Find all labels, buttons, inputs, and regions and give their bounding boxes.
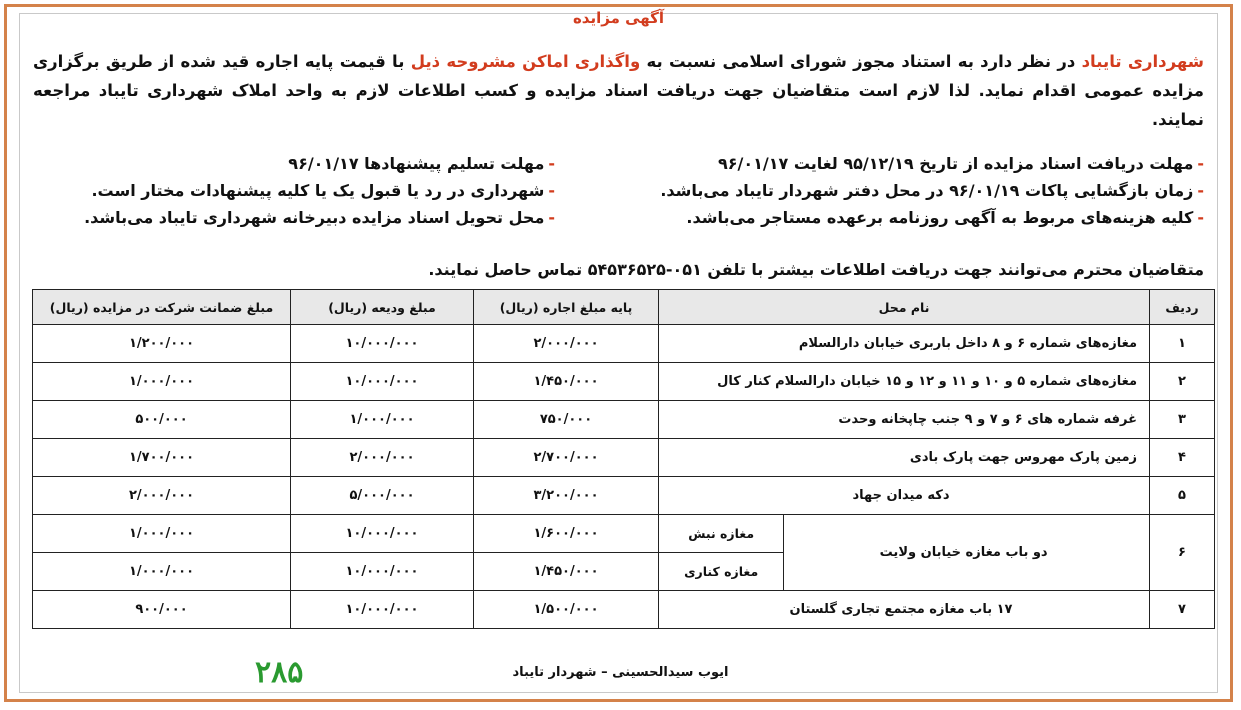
table-row — [33, 515, 1215, 553]
intro-org: شهرداری تایباد — [1081, 52, 1204, 71]
table-row — [33, 363, 1215, 401]
row-deposit: ۱۰/۰۰۰/۰۰۰ — [291, 363, 474, 401]
footer-signature: ایوب سیدالحسینی – شهردار تایباد — [512, 665, 729, 680]
row-no: ۴ — [1150, 439, 1215, 477]
auction-table — [32, 289, 1215, 629]
row-location: دکه میدان جهاد — [659, 477, 1150, 515]
row-guarantee: ۵۰۰/۰۰۰ — [33, 401, 291, 439]
row-no: ۷ — [1150, 591, 1215, 629]
row-location: دو باب مغازه خیابان ولایت — [784, 515, 1150, 591]
table-row — [33, 477, 1215, 515]
row-no: ۱ — [1150, 325, 1215, 363]
table-row — [33, 591, 1215, 629]
bullets-right-column — [564, 150, 1204, 231]
row-base-rent: ۷۵۰/۰۰۰ — [474, 401, 659, 439]
row-deposit: ۱۰/۰۰۰/۰۰۰ — [291, 591, 474, 629]
intro-part1: در نظر دارد به استناد مجوز شورای اسلامی نسبت به — [640, 52, 1082, 71]
header-location: نام محل — [659, 290, 1150, 325]
row-guarantee: ۹۰۰/۰۰۰ — [33, 591, 291, 629]
row-base-rent: ۲/۰۰۰/۰۰۰ — [474, 325, 659, 363]
bullet-submit-deadline: -مهلت تسلیم پیشنهادها ۹۶/۰۱/۱۷ — [288, 154, 555, 173]
row-guarantee: ۲/۰۰۰/۰۰۰ — [33, 477, 291, 515]
row-base-rent: ۱/۶۰۰/۰۰۰ — [474, 515, 659, 553]
row-base-rent: ۱/۴۵۰/۰۰۰ — [474, 363, 659, 401]
row-sub-location: مغازه نبش — [659, 515, 784, 553]
row-sub-location: مغازه کناری — [659, 553, 784, 591]
bullet-opening-time: -زمان بازگشایی پاکات ۹۶/۰۱/۱۹ در محل دفتر شهردار تایباد می‌باشد. — [660, 181, 1204, 200]
row-location: غرفه شماره های ۶ و ۷ و ۹ جنب چاپخانه وحدت — [659, 401, 1150, 439]
bullet-rejection-right: -شهرداری در رد یا قبول یک یا کلیه پیشنهادات مختار است. — [91, 181, 555, 200]
table-row — [33, 325, 1215, 363]
row-guarantee: ۱/۰۰۰/۰۰۰ — [33, 515, 291, 553]
row-no: ۲ — [1150, 363, 1215, 401]
intro-part2: با قیمت پایه اجاره قید شده از طریق برگزاری مزایده عمومی اقدام نماید. لذا لازم است متقاضیان جهت دریافت اسناد مزایده و کسب اطلاعات لازم به واحد املاک شهرداری تایباد مراجعه نمایند. — [33, 52, 1204, 129]
row-location: زمین پارک مهروس جهت پارک بادی — [659, 439, 1150, 477]
handwritten-number: ۲۸۵ — [255, 655, 304, 690]
bullet-ad-costs: -کلیه هزینه‌های مربوط به آگهی روزنامه برعهده مستاجر می‌باشد. — [686, 208, 1204, 227]
header-row-no: ردیف — [1150, 290, 1215, 325]
notice-title: آگهی مزایده — [572, 9, 665, 27]
table-row — [33, 439, 1215, 477]
contact-line: متقاضیان محترم می‌توانند جهت دریافت اطلاعات بیشتر با تلفن ۰۵۱-۵۴۵۳۶۵۲۵ تماس حاصل نمایند. — [428, 260, 1204, 279]
row-base-rent: ۳/۲۰۰/۰۰۰ — [474, 477, 659, 515]
table-header-row — [33, 290, 1215, 325]
row-guarantee: ۱/۷۰۰/۰۰۰ — [33, 439, 291, 477]
row-deposit: ۱۰/۰۰۰/۰۰۰ — [291, 553, 474, 591]
header-base-rent: پایه مبلغ اجاره (ریال) — [474, 290, 659, 325]
row-location: مغازه‌های شماره ۶ و ۸ داخل باربری خیابان دارالسلام — [659, 325, 1150, 363]
row-deposit: ۱/۰۰۰/۰۰۰ — [291, 401, 474, 439]
header-deposit: مبلغ ودیعه (ریال) — [291, 290, 474, 325]
table-row — [33, 401, 1215, 439]
row-guarantee: ۱/۰۰۰/۰۰۰ — [33, 363, 291, 401]
row-location: مغازه‌های شماره ۵ و ۱۰ و ۱۱ و ۱۲ و ۱۵ خیابان دارالسلام کنار کال — [659, 363, 1150, 401]
row-guarantee: ۱/۲۰۰/۰۰۰ — [33, 325, 291, 363]
header-guarantee: مبلغ ضمانت شرکت در مزایده (ریال) — [33, 290, 291, 325]
bullet-receive-deadline: -مهلت دریافت اسناد مزایده از تاریخ ۹۵/۱۲/۱۹ لغایت ۹۶/۰۱/۱۷ — [717, 154, 1204, 173]
intro-paragraph — [33, 47, 1204, 134]
row-deposit: ۱۰/۰۰۰/۰۰۰ — [291, 325, 474, 363]
row-guarantee: ۱/۰۰۰/۰۰۰ — [33, 553, 291, 591]
row-no: ۶ — [1150, 515, 1215, 591]
row-no: ۳ — [1150, 401, 1215, 439]
bullets-left-column — [45, 150, 555, 231]
row-no: ۵ — [1150, 477, 1215, 515]
row-base-rent: ۱/۴۵۰/۰۰۰ — [474, 553, 659, 591]
row-base-rent: ۱/۵۰۰/۰۰۰ — [474, 591, 659, 629]
row-base-rent: ۲/۷۰۰/۰۰۰ — [474, 439, 659, 477]
row-deposit: ۱۰/۰۰۰/۰۰۰ — [291, 515, 474, 553]
row-location: ۱۷ باب مغازه مجتمع تجاری گلستان — [659, 591, 1150, 629]
row-deposit: ۲/۰۰۰/۰۰۰ — [291, 439, 474, 477]
intro-highlight: واگذاری اماکن مشروحه ذیل — [410, 52, 641, 71]
bullet-delivery-place: -محل تحویل اسناد مزایده دبیرخانه شهرداری تایباد می‌باشد. — [84, 208, 555, 227]
row-deposit: ۵/۰۰۰/۰۰۰ — [291, 477, 474, 515]
